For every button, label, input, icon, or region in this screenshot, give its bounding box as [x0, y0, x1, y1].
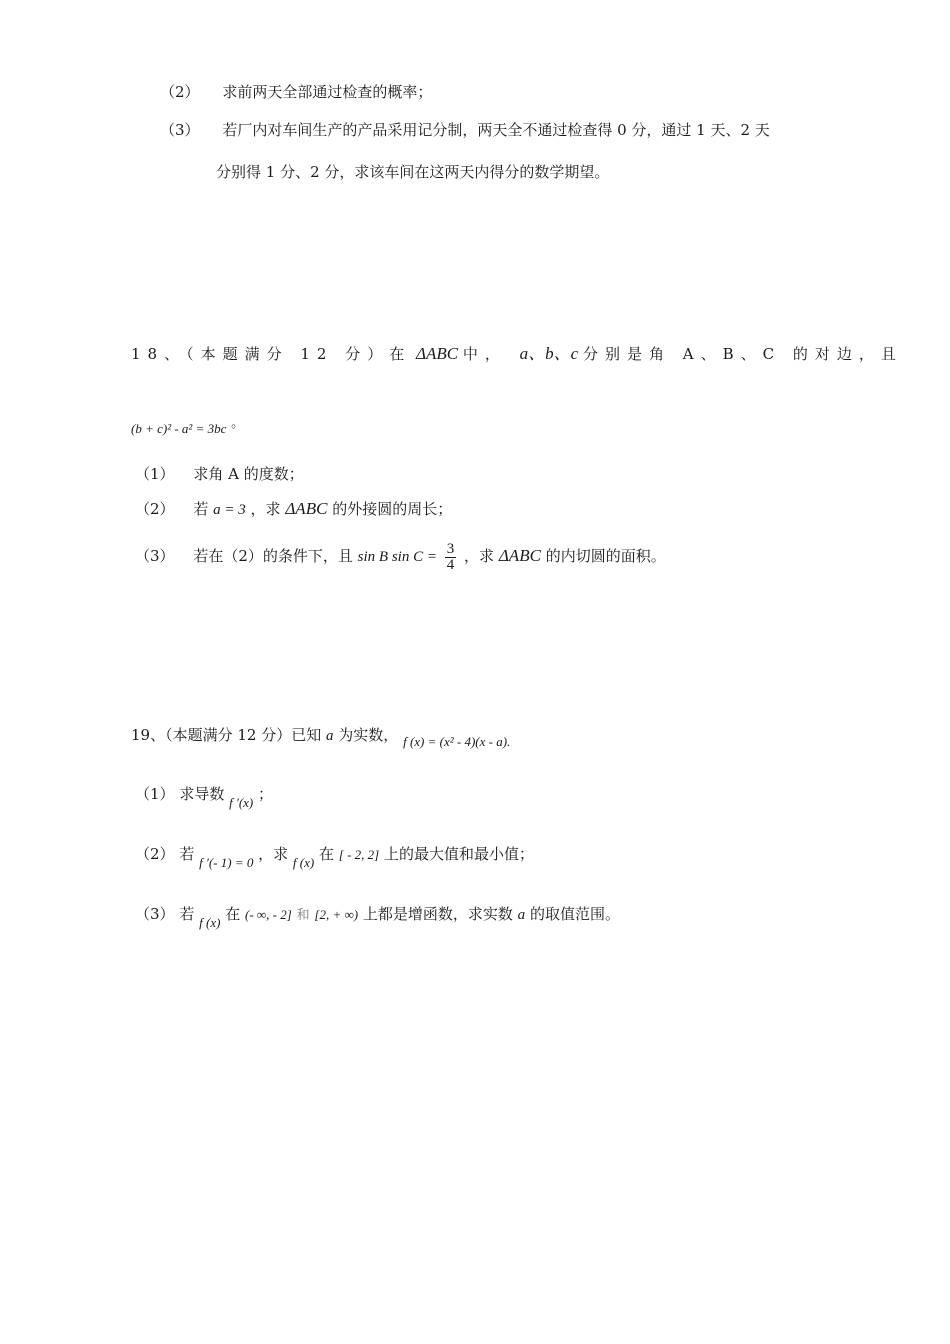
- q17-part3-number: （3）: [160, 121, 200, 139]
- q18-heading-suffix: 分别是角 A、B、C 的对边，且: [583, 345, 903, 363]
- q18-part2-text-b: ，求: [250, 500, 281, 518]
- q18-part2-math: a = 3: [213, 502, 246, 518]
- q18-part2-text-a: 若: [193, 500, 209, 518]
- q18-sides: a、b、c: [519, 344, 579, 363]
- q18-part1-number: （1）: [135, 465, 175, 483]
- q18-condition-end: 。: [231, 416, 245, 431]
- q18-part3-number: （3）: [135, 547, 175, 565]
- q17-part3-line2: [216, 162, 609, 182]
- q18-heading: [131, 344, 903, 364]
- q18-part2-text-c: 的外接圆的周长；: [332, 500, 453, 518]
- q19-part3-math-c: [2, + ∞): [314, 907, 359, 922]
- q17-part3: [160, 120, 770, 140]
- q19-part3-var: a: [517, 907, 526, 923]
- q17-part3-text-line2: 分别得 1 分、2 分，求该车间在这两天内得分的数学期望。: [216, 163, 610, 181]
- q18-part2-number: （2）: [135, 500, 175, 518]
- q19-part3-math-a: f (x): [199, 915, 221, 930]
- q18-part2: [135, 499, 452, 520]
- q17-part2: [160, 82, 432, 102]
- q19-part2-text-d: 上的最大值和最小值；: [384, 845, 535, 863]
- q18-part1: [135, 464, 304, 484]
- q19-part2: [135, 844, 535, 870]
- fraction-denominator: 4: [446, 556, 455, 573]
- q19-part3-text-c: 和: [296, 908, 310, 923]
- q19-part3-math-b: (- ∞, - 2]: [245, 907, 292, 922]
- q18-condition-line: [131, 414, 244, 439]
- q19-part1-end: ；: [258, 785, 274, 803]
- q19-part1-math: f ′(x): [229, 795, 254, 810]
- q18-part3-text-b: ，求: [464, 547, 495, 565]
- q19-part3-text-e: 的取值范围。: [529, 905, 620, 923]
- q19-part2-number: （2）: [135, 845, 175, 863]
- q18-part3-text-c: 的内切圆的面积。: [545, 547, 666, 565]
- q18-part3-fraction: [445, 542, 457, 573]
- q19-part1: [135, 784, 274, 810]
- q19-part2-math-c: [ - 2, 2]: [338, 847, 380, 862]
- q19-part3-text-d: 上都是增函数，求实数: [362, 905, 513, 923]
- q19-heading: [131, 725, 511, 749]
- q18-part3-triangle: ΔABC: [498, 546, 541, 565]
- q18-part2-triangle: ΔABC: [285, 499, 328, 518]
- q19-part2-math-a: f ′(- 1) = 0: [199, 855, 254, 870]
- q18-part3-math: sin B sin C =: [357, 549, 437, 565]
- q18-part3: [135, 538, 666, 575]
- q17-part2-text: 求前两天全部通过检查的概率；: [222, 83, 433, 101]
- q19-part3-number: （3）: [135, 905, 175, 923]
- q18-triangle: ΔABC: [416, 344, 459, 363]
- q19-part1-text: 求导数: [179, 785, 225, 803]
- fraction-numerator: 3: [446, 540, 455, 557]
- q19-heading-text-b: 为实数，: [338, 726, 399, 744]
- q17-part3-text-line1: 若厂内对车间生产的产品采用记分制，两天全不通过检查得 0 分，通过 1 天、2 天: [222, 121, 770, 139]
- q17-part2-number: （2）: [160, 83, 200, 101]
- q19-part2-text-a: 若: [179, 845, 195, 863]
- q18-part1-text: 求角 A 的度数；: [193, 465, 304, 483]
- q19-part3-text-a: 若: [179, 905, 195, 923]
- q19-part1-number: （1）: [135, 785, 175, 803]
- q19-part3-text-b: 在: [225, 905, 241, 923]
- q19-part3: [135, 904, 620, 930]
- q19-part2-text-b: ，求: [258, 845, 289, 863]
- q18-heading-mid: 中，: [462, 345, 507, 363]
- q19-function: f (x) = (x² - 4)(x - a).: [403, 734, 511, 749]
- q18-heading-prefix: 18、（本题满分 12 分）在: [131, 345, 412, 363]
- q19-part2-text-c: 在: [319, 845, 335, 863]
- q19-heading-text: 19、（本题满分 12 分）已知: [131, 726, 322, 744]
- q19-var-a: a: [326, 728, 334, 744]
- q18-condition: (b + c)² - a² = 3bc: [131, 421, 227, 436]
- q19-part2-math-b: f (x): [292, 855, 315, 870]
- q18-part3-text-a: 若在（2）的条件下，且: [193, 547, 353, 565]
